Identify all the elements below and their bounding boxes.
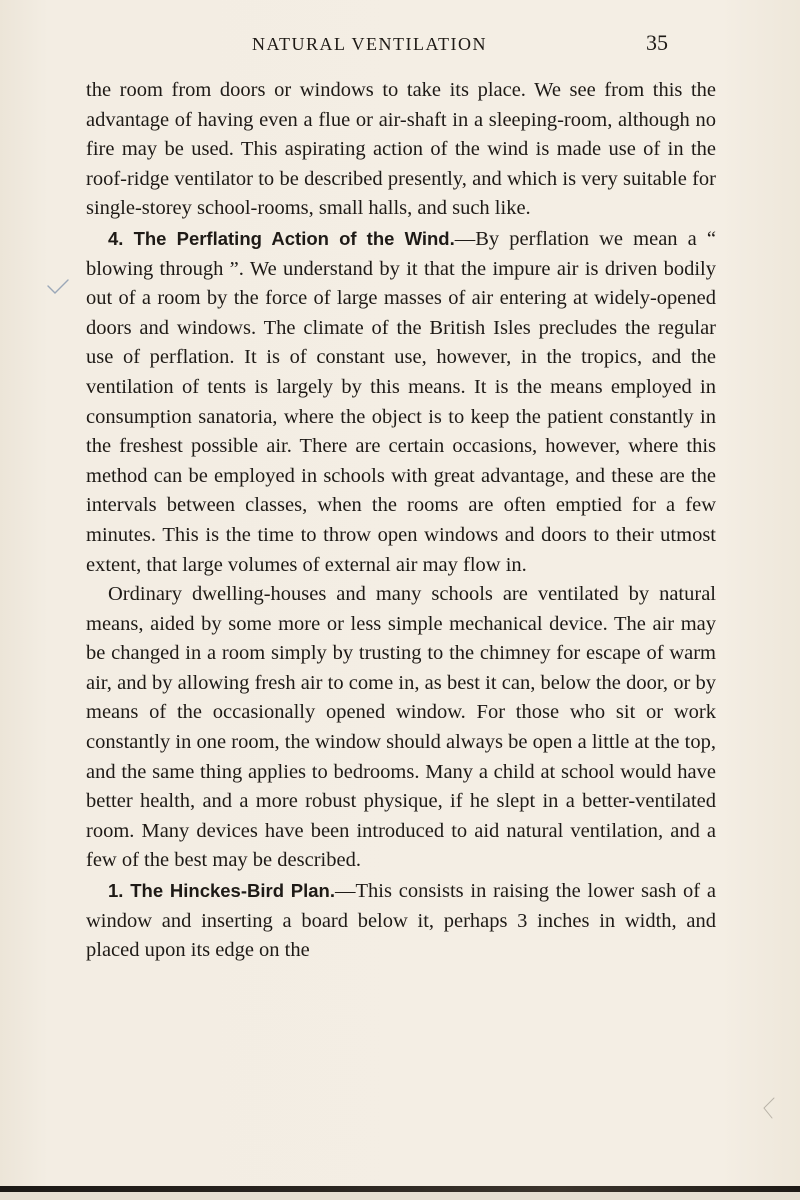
paragraph-ordinary-dwellings: Ordinary dwelling-houses and many schools are ventilated by natural means, aided by some more or less simple mechanical device. The air may be changed in a room simply by trusting to the chimney for escape of warm air, and by allowing fresh air to come in, as best it can, below the door, or by means of the occasionally opened window. For those who sit or work constantly in one room, the window should always be open a little at the top, and the same thing applies to bedrooms. Many a child at school would have better health, and a more robust physique, if he slept in a better-ventilated room. Many devices have been introduced to aid natural ventilation, and a few of the best may be described. xyxy=(86,583,716,872)
section-heading-perflating: 4. The Perflating Action of the Wind. xyxy=(108,227,455,249)
paragraph-perflating-text: —By perflation we mean a “ blowing through ”. We understand by it that the impure air is driven bodily out of a room by the force of large masses of air entering at widely-opened doors and windows. The climate of the British Isles precludes the regular use of perflation. It is of constant use, however, in the tropics, and the ventilation of tents is largely by this means. It is the means employed in consumption sanatoria, where the object is to keep the patient constantly in the freshest possible air. There are certain occasions, however, where this method can be employed in schools with great advantage, and these are the intervals between classes, when the rooms are often emptied for a few minutes. This is the time to throw open windows and doors to their utmost extent, that large volumes of external air may flow in. xyxy=(86,227,716,576)
running-title: NATURAL VENTILATION xyxy=(252,34,487,54)
paragraph-continuation: the room from doors or windows to take its place. We see from this the advantage of having even a flue or air-shaft in a sleeping-room, although no fire may be used. This aspirating action of the wind is made use of in the roof-ridge ventilator to be described presently, and which is very suitable for single-storey school-rooms, small halls, and such like. xyxy=(86,79,716,220)
paragraph-hinckes-bird xyxy=(86,876,716,966)
paragraph-perflating-action xyxy=(86,224,716,580)
page-bottom-edge xyxy=(0,1192,800,1200)
paragraph-hinckes-bird-text: —This consists in raising the lower sash of a window and inserting a board below it, perhaps 3 inches in width, and placed upon its edge on the xyxy=(86,880,716,962)
pencil-check-mark-icon xyxy=(46,278,70,298)
page-header xyxy=(0,30,800,62)
margin-tick-icon xyxy=(760,1096,776,1120)
body-text xyxy=(86,76,716,966)
section-heading-hinckes-bird: 1. The Hinckes-Bird Plan. xyxy=(108,880,336,902)
page-number: 35 xyxy=(646,30,668,55)
